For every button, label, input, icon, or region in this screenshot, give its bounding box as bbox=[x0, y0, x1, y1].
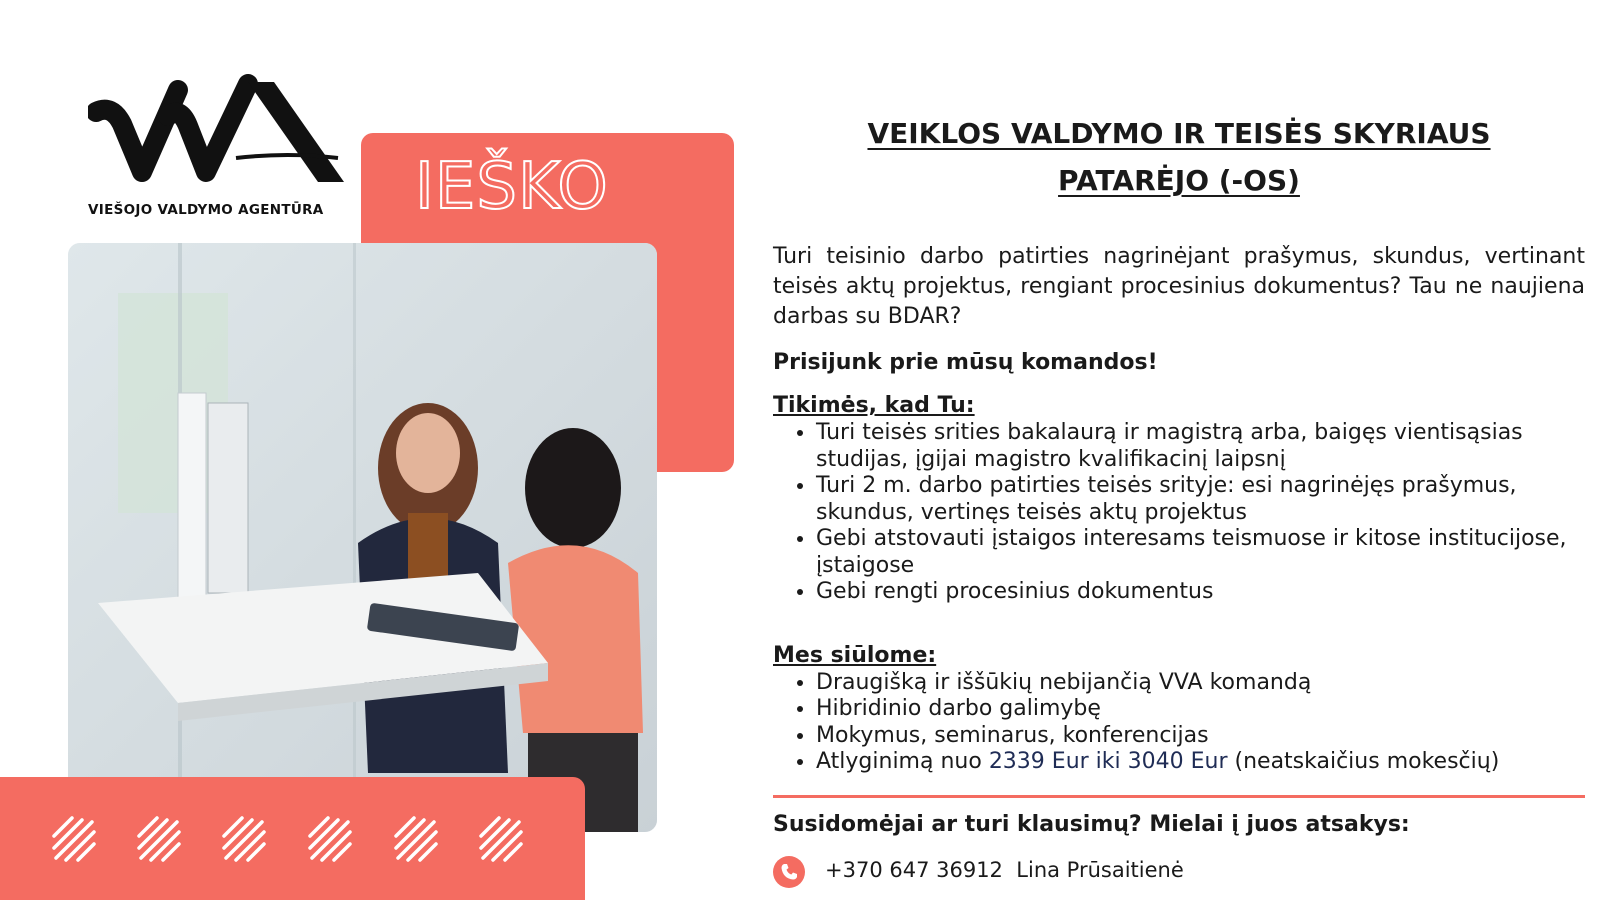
salary-prefix: Atlyginimą nuo bbox=[816, 749, 989, 774]
hatch-pattern-icon bbox=[135, 816, 183, 864]
salary-item bbox=[816, 749, 1585, 776]
job-title-line2: PATARĖJO (-OS) bbox=[1058, 164, 1300, 197]
offer-section bbox=[773, 642, 1585, 776]
job-cta: Prisijunk prie mūsų komandos! bbox=[773, 350, 1158, 375]
banner-label: IEŠKO bbox=[415, 150, 609, 224]
job-title-line1: VEIKLOS VALDYMO IR TEISĖS SKYRIAUS bbox=[867, 117, 1491, 150]
contact-heading: Susidomėjai ar turi klausimų? Mielai į juos atsakys: bbox=[773, 812, 1410, 837]
vva-logo bbox=[88, 72, 348, 218]
logo-text: VIEŠOJO VALDYMO AGENTŪRA bbox=[88, 202, 324, 218]
hatch-pattern-icon bbox=[477, 816, 525, 864]
expectations-list bbox=[773, 420, 1585, 606]
salary-suffix: (neatskaičius mokesčių) bbox=[1227, 749, 1500, 774]
divider bbox=[773, 795, 1585, 798]
list-item: • Turi teisės srities bakalaurą ir magistrą arba, baigęs vientisąsias studijas, įgijai magistro kvalifikacinį laipsnį bbox=[816, 420, 1585, 473]
salary-value: 2339 Eur iki 3040 Eur bbox=[988, 749, 1228, 774]
office-meeting-photo bbox=[68, 243, 657, 832]
vva-logo-mark bbox=[88, 72, 348, 192]
list-item: • Draugišką ir iššūkių nebijančią VVA komandą bbox=[816, 670, 1585, 697]
hatch-pattern-icon bbox=[392, 816, 440, 864]
job-intro: Turi teisinio darbo patirties nagrinėjant prašymus, skundus, vertinant teisės aktų projektus, rengiant procesinius dokumentus? Tau ne naujiena darbas su BDAR? bbox=[773, 244, 1585, 329]
job-title bbox=[773, 110, 1585, 204]
list-item: • Mokymus, seminarus, konferencijas bbox=[816, 723, 1585, 750]
offer-list bbox=[773, 670, 1585, 776]
photo-illustration bbox=[68, 243, 657, 832]
offer-heading: Mes siūlome: bbox=[773, 642, 937, 668]
contact-name: Lina Prūsaitienė bbox=[1016, 858, 1184, 882]
phone-glyph-icon bbox=[773, 856, 805, 888]
list-item: • Gebi atstovauti įstaigos interesams teismuose ir kitose institucijose, įstaigose bbox=[816, 526, 1585, 579]
phone-icon[interactable] bbox=[773, 856, 805, 888]
job-description bbox=[773, 110, 1585, 776]
hatch-pattern-icon bbox=[220, 816, 268, 864]
list-item: • Hibridinio darbo galimybę bbox=[816, 696, 1585, 723]
expectations-heading: Tikimės, kad Tu: bbox=[773, 393, 975, 418]
contact-phone[interactable]: +370 647 36912 bbox=[825, 858, 1003, 882]
expectations-section bbox=[773, 392, 1585, 606]
hatch-pattern-icon bbox=[306, 816, 354, 864]
list-item: • Turi 2 m. darbo patirties teisės srityje: esi nagrinėjęs prašymus, skundus, vertinęs teisės aktų projektus bbox=[816, 473, 1585, 526]
hatch-pattern-icon bbox=[50, 816, 98, 864]
contact-line bbox=[825, 858, 1184, 882]
list-item: • Gebi rengti procesinius dokumentus bbox=[816, 579, 1585, 606]
